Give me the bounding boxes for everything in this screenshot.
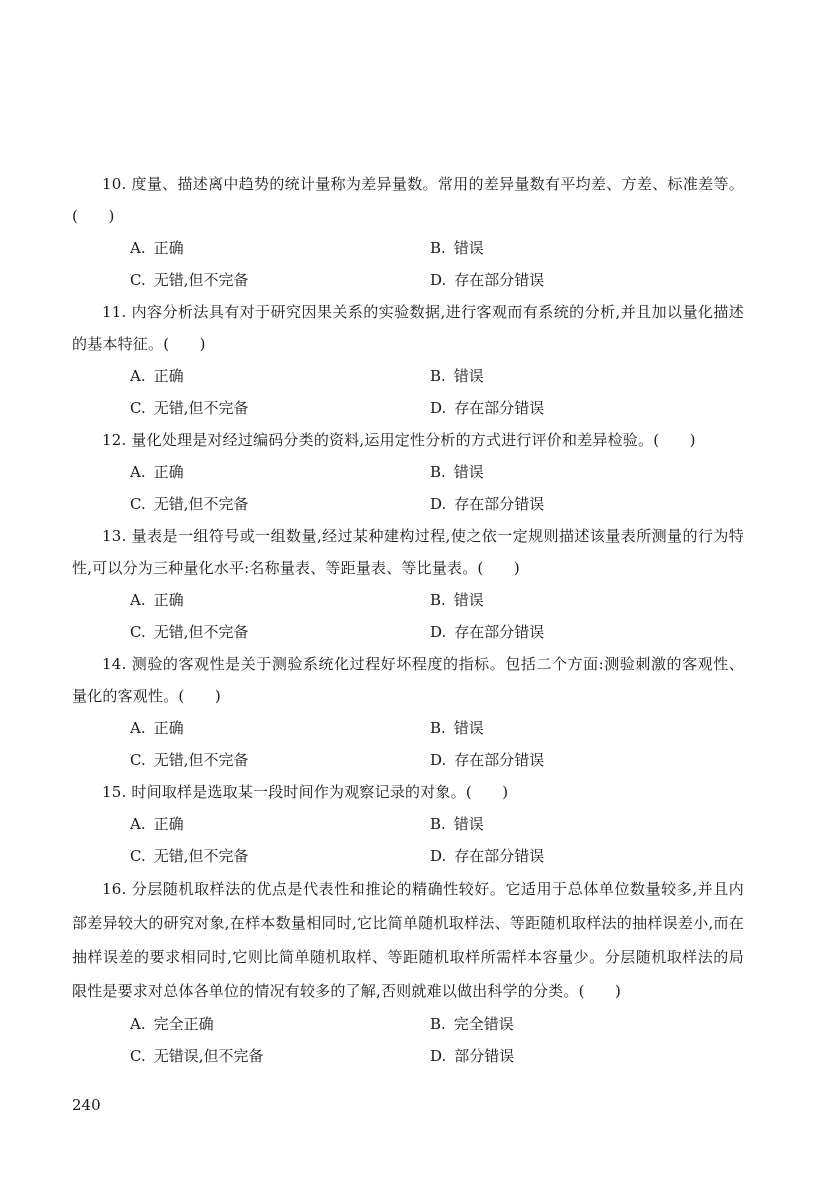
option-letter: B. <box>430 463 446 481</box>
option-letter: B. <box>430 367 446 385</box>
question-list <box>72 168 744 1072</box>
option-text: 错误 <box>453 719 484 737</box>
option-text: 存在部分错误 <box>454 271 545 289</box>
question-12 <box>72 424 744 520</box>
option-letter: A. <box>130 367 146 385</box>
option-a <box>72 232 430 264</box>
option-letter: D. <box>430 847 447 865</box>
option-letter: B. <box>430 1015 446 1033</box>
option-d <box>430 744 544 776</box>
page-number: 240 <box>72 1096 101 1114</box>
option-letter: A. <box>130 815 146 833</box>
option-letter: A. <box>130 591 146 609</box>
option-b <box>430 232 484 264</box>
option-text: 存在部分错误 <box>454 399 545 417</box>
options <box>72 456 744 520</box>
option-letter: A. <box>130 1015 146 1033</box>
options <box>72 808 744 872</box>
option-b <box>430 808 484 840</box>
options <box>72 1008 744 1072</box>
option-text: 无错,但不完备 <box>153 271 249 289</box>
question-10 <box>72 168 744 296</box>
option-text: 无错,但不完备 <box>153 399 249 417</box>
option-letter: C. <box>130 271 146 289</box>
question-11 <box>72 296 744 424</box>
question-stem: 10. 度量、描述离中趋势的统计量称为差异量数。常用的差异量数有平均差、方差、标准差等。( ) <box>72 175 744 225</box>
question-stem: 16. 分层随机取样法的优点是代表性和推论的精确性较好。它适用于总体单位数量较多,并且内部差异较大的研究对象,在样本数量相同时,它比简单随机取样法、等距随机取样法的抽样误差小,而在抽样误差的要求相同时,它则比简单随机取样、等距随机取样所需样本容量少。分层随机取样法的局限性是要求对总体各单位的情况有较多的了解,否则就难以做出科学的分类。( ) <box>72 880 744 1000</box>
options <box>72 232 744 296</box>
option-text: 无错,但不完备 <box>153 751 249 769</box>
option-letter: B. <box>430 239 446 257</box>
option-d <box>430 616 544 648</box>
option-text: 无错,但不完备 <box>153 623 249 641</box>
option-c <box>72 840 430 872</box>
option-c <box>72 616 430 648</box>
option-text: 错误 <box>453 591 484 609</box>
option-a <box>72 712 430 744</box>
option-text: 错误 <box>453 463 484 481</box>
option-letter: C. <box>130 847 146 865</box>
option-b <box>430 712 484 744</box>
option-letter: C. <box>130 623 146 641</box>
option-c <box>72 264 430 296</box>
option-text: 正确 <box>153 367 184 385</box>
option-text: 错误 <box>453 815 484 833</box>
question-14 <box>72 648 744 776</box>
option-b <box>430 360 484 392</box>
options <box>72 584 744 648</box>
option-d <box>430 840 544 872</box>
question-stem: 12. 量化处理是对经过编码分类的资料,运用定性分析的方式进行评价和差异检验。( ) <box>102 431 696 449</box>
option-a <box>72 456 430 488</box>
option-letter: A. <box>130 463 146 481</box>
option-text: 正确 <box>153 719 184 737</box>
option-text: 部分错误 <box>454 1047 515 1065</box>
option-text: 存在部分错误 <box>454 623 545 641</box>
option-a <box>72 1008 430 1040</box>
option-text: 正确 <box>153 239 184 257</box>
option-b <box>430 584 484 616</box>
option-letter: B. <box>430 815 446 833</box>
question-16 <box>72 872 744 1072</box>
option-text: 无错误,但不完备 <box>153 1047 264 1065</box>
option-letter: C. <box>130 751 146 769</box>
options <box>72 360 744 424</box>
option-d <box>430 488 544 520</box>
option-text: 完全错误 <box>453 1015 514 1033</box>
option-text: 无错,但不完备 <box>153 847 249 865</box>
option-letter: C. <box>130 399 146 417</box>
option-d <box>430 392 544 424</box>
option-text: 存在部分错误 <box>454 751 545 769</box>
question-15 <box>72 776 744 872</box>
option-text: 正确 <box>153 815 184 833</box>
option-letter: D. <box>430 623 447 641</box>
option-text: 正确 <box>153 591 184 609</box>
question-stem: 13. 量表是一组符号或一组数量,经过某种建构过程,使之依一定规则描述该量表所测量的行为特性,可以分为三种量化水平:名称量表、等距量表、等比量表。( ) <box>72 527 744 577</box>
option-text: 正确 <box>153 463 184 481</box>
option-text: 无错,但不完备 <box>153 495 249 513</box>
option-text: 完全正确 <box>153 1015 214 1033</box>
option-b <box>430 1008 514 1040</box>
option-letter: D. <box>430 399 447 417</box>
option-letter: B. <box>430 719 446 737</box>
option-c <box>72 488 430 520</box>
option-a <box>72 808 430 840</box>
option-c <box>72 1040 430 1072</box>
option-d <box>430 1040 514 1072</box>
question-13 <box>72 520 744 648</box>
question-stem: 11. 内容分析法具有对于研究因果关系的实验数据,进行客观而有系统的分析,并且加以量化描述的基本特征。( ) <box>72 303 744 353</box>
option-c <box>72 744 430 776</box>
option-b <box>430 456 484 488</box>
option-text: 存在部分错误 <box>454 495 545 513</box>
question-stem: 15. 时间取样是选取某一段时间作为观察记录的对象。( ) <box>102 783 509 801</box>
options <box>72 712 744 776</box>
option-text: 错误 <box>453 367 484 385</box>
option-letter: C. <box>130 495 146 513</box>
option-letter: C. <box>130 1047 146 1065</box>
option-text: 存在部分错误 <box>454 847 545 865</box>
option-a <box>72 584 430 616</box>
option-letter: D. <box>430 751 447 769</box>
option-letter: A. <box>130 719 146 737</box>
option-a <box>72 360 430 392</box>
option-letter: A. <box>130 239 146 257</box>
option-letter: D. <box>430 271 447 289</box>
option-d <box>430 264 544 296</box>
option-letter: D. <box>430 495 447 513</box>
option-text: 错误 <box>453 239 484 257</box>
option-letter: D. <box>430 1047 447 1065</box>
option-c <box>72 392 430 424</box>
option-letter: B. <box>430 591 446 609</box>
question-stem: 14. 测验的客观性是关于测验系统化过程好坏程度的指标。包括二个方面:测验刺激的客观性、量化的客观性。( ) <box>72 655 744 705</box>
